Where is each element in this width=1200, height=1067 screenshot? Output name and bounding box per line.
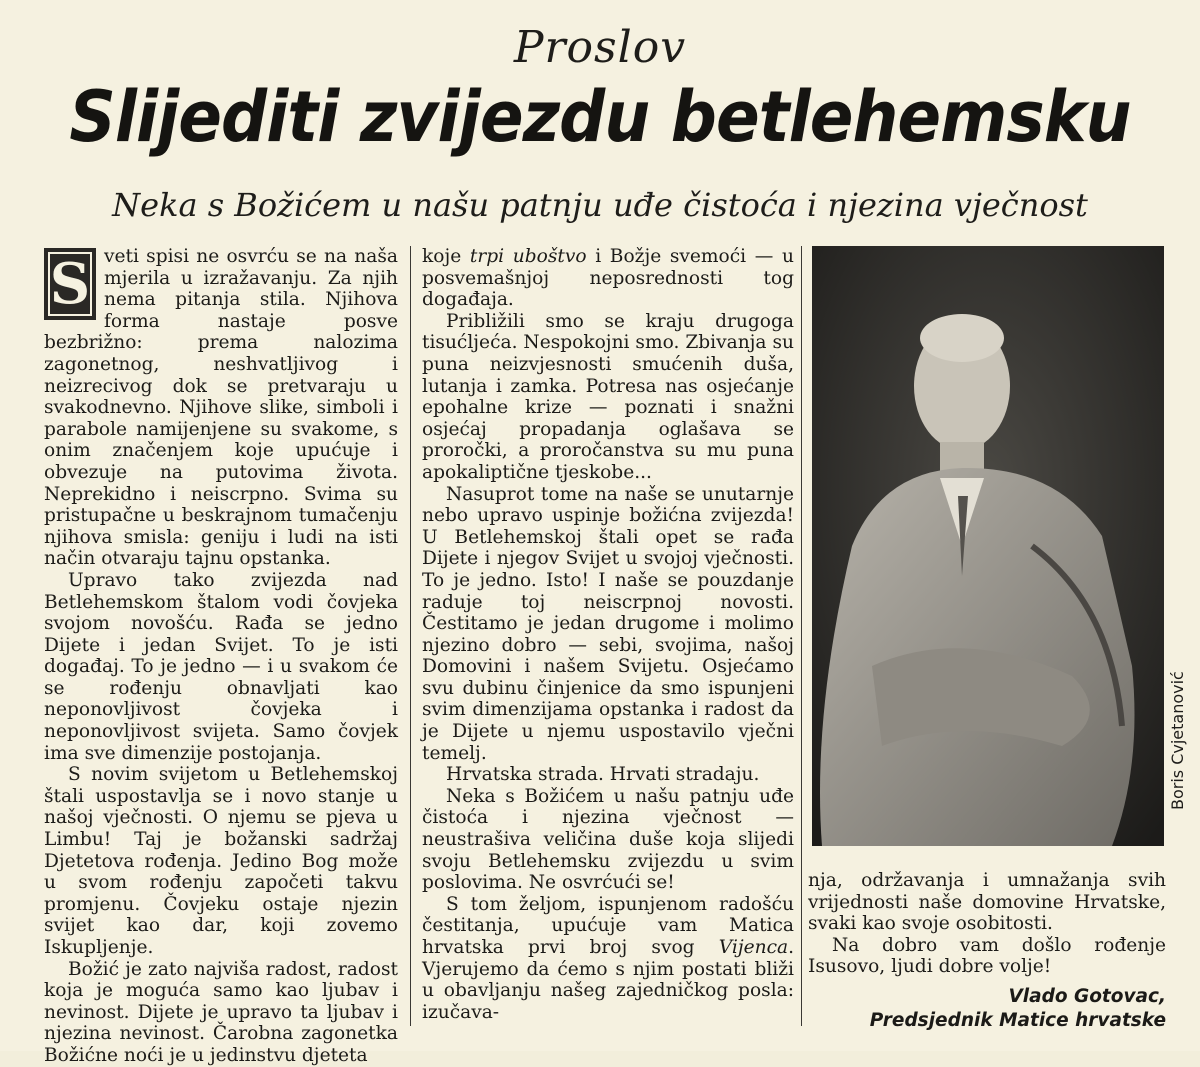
signature-title: Predsjednik Matice hrvatske bbox=[869, 1010, 1166, 1031]
column3-paragraph-2: Na dobro vam došlo rođenje Isusovo, ljudi dobre volje! bbox=[808, 934, 1166, 978]
column2-paragraph-3: Nasuprot tome na naše se unutarnje nebo upravo uspinje božićna zvijezda! U Betlehemskoj štali opet se rađa Dijete i njegov Svijet u svojoj vječnosti. To je jedno. Isto! I naše se pouzdanje raduje toj neiscrpnoj novosti. Čestitamo je jedan drugome i molimo njezino dobro — sebi, svojima, našoj Domovini i našem Svijetu. Osjećamo svu dubinu činjenice da smo ispunjeni svim dimenzijama opstanka i radost da je Dijete u njemu uspostavilo vječni temelj. bbox=[422, 483, 794, 764]
signature bbox=[870, 985, 1166, 1033]
column-1 bbox=[44, 246, 398, 1067]
column-3 bbox=[808, 870, 1166, 978]
column1-paragraph-4: Božić je zato najviša radost, radost koja je moguća samo kao ljubav i nevinost. Dijete je upravo ta ljubav i njezina nevinost. Čarobna zagonetka Božićne noći je u jedinstvu djeteta bbox=[44, 958, 398, 1066]
column1-paragraph-2: Upravo tako zvijezda nad Betlehemskom štalom vodi čovjeka svojom novošću. Rađa se jedno Dijete i jedan Svijet. To je isti događaj. To je jedno — i u svakom će se rođenju obnavljati kao neponovljivost čovjeka i neponovljivost svijeta. Samo čovjek ima sve dimenzije postojanja. bbox=[44, 569, 398, 764]
column2-p1-start: koje bbox=[422, 246, 470, 267]
column2-paragraph-6 bbox=[422, 894, 794, 1024]
portrait-figure-icon bbox=[812, 246, 1164, 846]
article-kicker: Proslov bbox=[513, 22, 687, 73]
signature-name: Vlado Gotovac, bbox=[1008, 986, 1166, 1007]
column-rule-2 bbox=[801, 246, 802, 1026]
column2-p6-emphasis: Vijenca bbox=[718, 937, 789, 958]
column2-p1-end: i Božje svemoći — u posvemašnjoj neposrednosti tog događaja. bbox=[422, 246, 794, 311]
article-subheadline: Neka s Božićem u našu patnju uđe čistoća i njezina vječnost bbox=[112, 186, 1088, 224]
column2-paragraph-4: Hrvatska strada. Hrvati stradaju. bbox=[446, 764, 760, 786]
column-rule-1 bbox=[410, 246, 411, 1026]
column2-paragraph-2: Približili smo se kraju drugoga tisućljeća. Nespokojni smo. Zbivanja su puna neizvjesnosti smućenih duša, lutanja i zamka. Potresa nas osjećanje epohalne krize — poznati i snažni osjećaj propadanja oglašava se proročki, a proročanstva su mu puna apokaliptične tjeskobe... bbox=[422, 310, 794, 483]
column1-paragraph-3: S novim svijetom u Betlehemskoj štali uspostavlja se i novo stanje u našoj vječnosti. O njemu se pjeva u Limbu! Taj je božanski sadržaj Djetetova rođenja. Jedino Bog može u svom rođenju započeti takvu promjenu. Čovjeku ostaje njezin svijet kao dar, koji zovemo Iskupljenje. bbox=[44, 764, 398, 958]
article-headline: Slijediti zvijezdu betlehemsku bbox=[69, 76, 1131, 158]
column1-paragraph-1-text: veti spisi ne osvrću se na naša mjerila u izražavanju. Za njih nema pitanja stila. Njihova forma nastaje posve bezbrižno: prema nalozima zagonetnog, neshvatljivog i neizrecivog dok se pretvaraju u svakodnevno. Njihove slike, simboli i parabole namijenjene su svakome, s onim značenjem koje upućuje i obvezuje na putovima života. Neprekidno i neiscrpno. Svima su pristupačne u beskrajnom tumačenju njihova smisla: geniju i ludi na isti način otvaraju tajnu opstanka. bbox=[44, 246, 398, 570]
column2-p6-end: . Vjerujemo da ćemo s njim postati bliži u obavljanju našeg zajedničkog posla: izučava- bbox=[422, 937, 794, 1023]
column2-paragraph-1 bbox=[422, 246, 794, 311]
column2-p1-emphasis: trpi ubоštvo bbox=[469, 246, 587, 267]
portrait-photo bbox=[812, 246, 1164, 846]
column2-p6-start: S tom željom, ispunjenom radošću čestitanja, upućuje vam Matica hrvatska prvi broj svog bbox=[422, 893, 794, 958]
photo-credit: Boris Cvjetanović bbox=[1168, 671, 1187, 810]
column3-paragraph-1: nja, održavanja i umnažanja svih vrijednosti naše domovine Hrvatske, svaki kao svoje osobitosti. bbox=[808, 870, 1166, 935]
column1-paragraph-1 bbox=[44, 246, 398, 570]
drop-cap: S bbox=[44, 248, 96, 320]
column2-paragraph-5: Neka s Božićem u našu patnju uđe čistoća i njezina vječnost — neustrašiva veličina duše koja slijedi svoju Betlehemsku zvijezdu u svim poslovima. Ne osvrćući se! bbox=[422, 785, 794, 894]
column-2 bbox=[422, 246, 794, 1023]
